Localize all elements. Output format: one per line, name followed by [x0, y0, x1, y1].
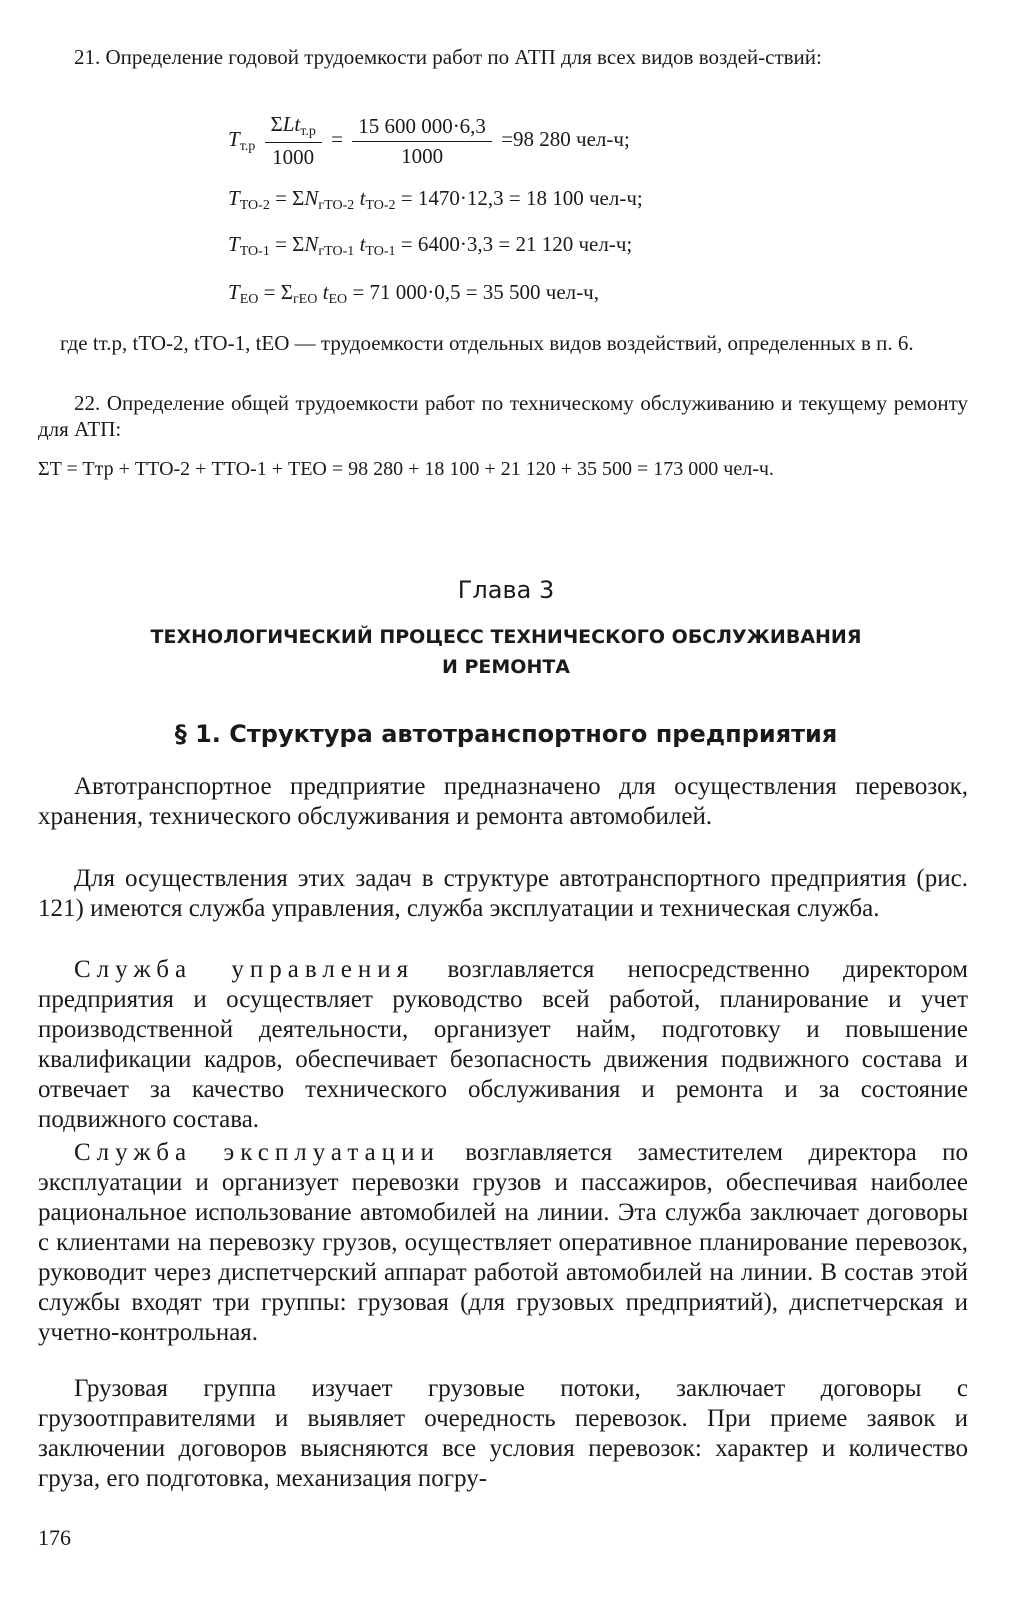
chapter-title-line2: И РЕМОНТА [441, 656, 571, 678]
paragraph-3 [38, 955, 968, 1135]
chapter-title-line1: ТЕХНОЛОГИЧЕСКИЙ ПРОЦЕСС ТЕХНИЧЕСКОГО ОБСЛУЖИВАНИЯ [150, 626, 862, 648]
paragraph-4 [38, 1138, 968, 1348]
formula-t-to1: $T_{ТО-1} = \Sigma N_{гТО-1}$ $t_{ТО-1} = 6400\cdot 3,3 = 21$ 120 чел-ч; [228, 232, 633, 259]
paragraph-4-text: возглавляется заместителем директора по эксплуатации и организует перевозки грузов и пассажиров, обеспечивая наиболее рациональное использование автомобилей на линии. Эта служба заключает договоры с клиентами на перевозку грузов, осуществляет оперативное планирование перевозок, руководит через диспетчерский аппарат работой автомобилей на линии. В состав этой службы входят три группы: грузовая (для грузовых предприятий), диспетчерская и учетно-контрольная. [38, 1139, 968, 1346]
section-title: § 1. Структура автотранспортного предприятия [174, 720, 838, 748]
chapter-label: Глава 3 [457, 576, 555, 604]
paragraph-2: Для осуществления этих задач в структуре автотранспортного предприятия (рис. 121) имеются служба управления, служба эксплуатации и техническая служба. [38, 865, 968, 922]
paragraph-3-lead: Служба управления [74, 956, 415, 983]
page-number: 176 [38, 1525, 71, 1550]
section-22-title: 22. Определение общей трудоемкости работ по техническому обслуживанию и текущему ремонту для АТП: [38, 391, 968, 441]
formula-sum-t: ΣT = Tтр + TТО-2 + TТО-1 + TЕО = 98 280 + 18 100 + 21 120 + 35 500 = 173 000 чел-ч. [38, 458, 774, 480]
formula-t-tr: $T_{т.р}$ $\frac{\Sigma Lt_{т.р}}{1000}$ = $\frac{15 600 000\cdot 6,3}{1000}$ =98 280 чел-ч; [228, 112, 630, 169]
paragraph-4-lead: Служба эксплуатации [74, 1139, 440, 1166]
section-21-title: 21. Определение годовой трудоемкости работ по АТП для всех видов воздей-ствий: [74, 45, 822, 69]
formula-t-eo: $T_{ЕО} = \Sigma_{гЕО}$ $t_{ЕО} = 71$ 000·0,5 = 35 500 чел-ч, [228, 280, 599, 307]
paragraph-5: Грузовая группа изучает грузовые потоки, заключает договоры с грузоотправителями и выявляет очередность перевозок. При приеме заявок и заключении договоров выясняются все условия перевозок: характер и количество груза, его подготовка, механизация погру- [38, 1375, 968, 1492]
formula-t-to2: $T_{ТО-2} = \Sigma N_{гТО-2}$ $t_{ТО-2} = 1470\cdot 12,3 = 18$ 100 чел-ч; [228, 186, 643, 213]
where-note: где tт.р, tТО-2, tТО-1, tЕО — трудоемкости отдельных видов воздействий, определенных в п. 6. [60, 331, 914, 355]
paragraph-3-text: возглавляется непосредственно директором предприятия и осуществляет руководство всей работой, планирование и учет производственной деятельности, организует найм, подготовку и повышение квалификации кадров, обеспечивает безопасность движения подвижного состава и отвечает за качество технического обслуживания и ремонта и за состояние подвижного состава. [38, 956, 969, 1133]
paragraph-1: Автотранспортное предприятие предназначено для осуществления перевозок, хранения, технического обслуживания и ремонта автомобилей. [38, 773, 968, 830]
